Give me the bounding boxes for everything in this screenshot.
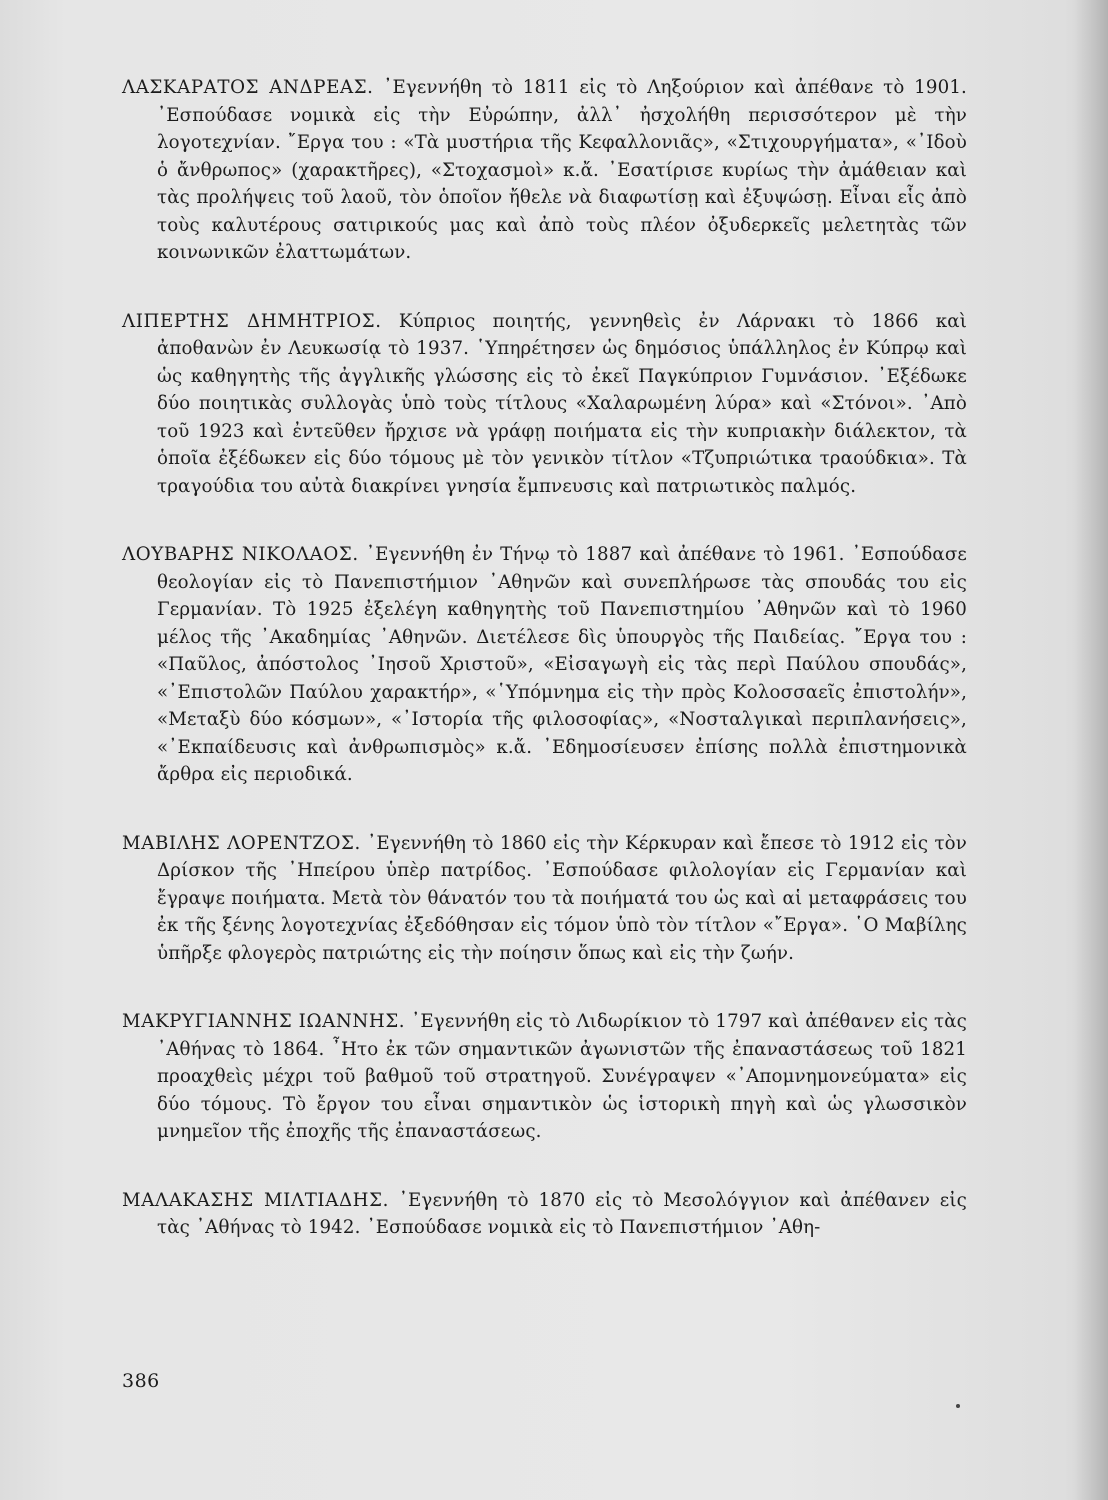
- entry-text: ᾿Εγεννήθη τὸ 1870 εἰς τὸ Μεσολόγγιον καὶ ἀπέθανεν εἰς τὰς ᾿Αθήνας τὸ 1942. ᾿Εσπούδασε νομικὰ εἰς τὸ Πανεπιστήμιον ᾿Αθη-: [157, 1189, 967, 1238]
- entry-text: ᾿Εγεννήθη τὸ 1811 εἰς τὸ Ληξούριον καὶ ἀπέθανε τὸ 1901. ᾿Εσπούδασε νομικὰ εἰς τὴν Εὐρώπην, ἀλλ᾽ ἠσχολήθη περισσότερον μὲ τὴν λογοτεχνίαν. ῎Εργα του : «Τὰ μυστήρια τῆς Κεφαλλονιᾶς», «Στιχουργήματα», «᾿Ιδοὺ ὁ ἄνθρωπος» (χαρακτῆρες), «Στοχασμοὶ» κ.ἄ. ᾿Εσατίρισε κυρίως τὴν ἀμάθειαν καὶ τὰς προλήψεις τοῦ λαοῦ, τὸν ὁποῖον ἤθελε νὰ διαφωτίσῃ καὶ ἐξυψώσῃ. Εἶναι εἷς ἀπὸ τοὺς καλυτέρους σατιρικούς μας καὶ ἀπὸ τοὺς πλέον ὀξυδερκεῖς μελετητὰς τῶν κοινωνικῶν ἐλαττωμάτων.: [157, 77, 967, 263]
- entry-name: ΜΑΛΑΚΑΣΗΣ ΜΙΛΤΙΑΔΗΣ.: [122, 1189, 389, 1211]
- entry-text: Κύπριος ποιητής, γεννηθεὶς ἐν Λάρνακι τὸ 1866 καὶ ἀποθανὼν ἐν Λευκωσίᾳ τὸ 1937. ῾Υπηρέτησεν ὡς δημόσιος ὑπάλληλος ἐν Κύπρῳ καὶ ὡς καθηγητὴς τῆς ἀγγλικῆς γλώσσης εἰς τὸ ἐκεῖ Παγκύπριον Γυμνάσιον. ᾿Εξέδωκε δύο ποιητικὰς συλλογὰς ὑπὸ τοὺς τίτλους «Χαλαρωμένη λύρα» καὶ «Στόνοι». ᾿Απὸ τοῦ 1923 καὶ ἐντεῦθεν ἤρχισε νὰ γράφῃ ποιήματα εἰς τὴν κυπριακὴν διάλεκτον, τὰ ὁποῖα ἐξέδωκεν εἰς δύο τόμους μὲ τὸν γενικὸν τίτλον «Τζυπριώτικα τραούδκια». Τὰ τραγούδια του αὐτὰ διακρίνει γνησία ἔμπνευσις καὶ πατριωτικὸς παλμός.: [157, 310, 967, 497]
- entry-name: ΜΑΚΡΥΓΙΑΝΝΗΣ ΙΩΑΝΝΗΣ.: [122, 1011, 406, 1032]
- entry-mavilis: [122, 830, 967, 968]
- entry-malakasis: [122, 1187, 967, 1242]
- entry-makrygiannis: [122, 1008, 967, 1146]
- entry-lipertis: [122, 308, 967, 501]
- entry-name: ΜΑΒΙΛΗΣ ΛΟΡΕΝΤΖΟΣ.: [122, 832, 361, 854]
- entry-text: ᾿Εγεννήθη ἐν Τήνῳ τὸ 1887 καὶ ἀπέθανε τὸ 1961. ᾿Εσπούδασε θεολογίαν εἰς τὸ Πανεπιστήμιον ᾿Αθηνῶν καὶ συνεπλήρωσε τὰς σπουδάς του εἰς Γερμανίαν. Τὸ 1925 ἐξελέγη καθηγητὴς τοῦ Πανεπιστημίου ᾿Αθηνῶν καὶ τὸ 1960 μέλος τῆς ᾿Ακαδημίας ᾿Αθηνῶν. Διετέλεσε δὶς ὑπουργὸς τῆς Παιδείας. ῎Εργα του : «Παῦλος, ἀπόστολος ᾿Ιησοῦ Χριστοῦ», «Εἰσαγωγὴ εἰς τὰς περὶ Παύλου σπουδάς», «᾿Επιστολῶν Παύλου χαρακτήρ», «῾Υπόμνημα εἰς τὴν πρὸς Κολοσσαεῖς ἐπιστολήν», «Μεταξὺ δύο κόσμων», «᾿Ιστορία τῆς φιλοσοφίας», «Νοσταλγικαὶ περιπλανήσεις», «᾿Εκπαίδευσις καὶ ἀνθρωπισμὸς» κ.ἄ. ᾿Εδημοσίευσεν ἐπίσης πολλὰ ἐπιστημονικὰ ἄρθρα εἰς περιοδικά.: [157, 544, 968, 785]
- page-edge-shadow: [1074, 0, 1108, 1500]
- entry-name: ΛΟΥΒΑΡΗΣ ΝΙΚΟΛΑΟΣ.: [122, 544, 359, 565]
- entry-name: ΛΙΠΕΡΤΗΣ ΔΗΜΗΤΡΙΟΣ.: [122, 310, 382, 332]
- entry-name: ΛΑΣΚΑΡΑΤΟΣ ΑΝΔΡΕΑΣ.: [122, 77, 374, 98]
- entry-laskaratos: [122, 74, 967, 267]
- entries-list: [122, 74, 967, 1283]
- page-number: 386: [122, 1370, 160, 1392]
- entry-louvaris: [122, 541, 967, 789]
- entry-text: ᾿Εγεννήθη εἰς τὸ Λιδωρίκιον τὸ 1797 καὶ ἀπέθανεν εἰς τὰς ᾿Αθήνας τὸ 1864. ῏Ητο ἐκ τῶν σημαντικῶν ἀγωνιστῶν τῆς ἐπαναστάσεως τοῦ 1821 προαχθεὶς μέχρι τοῦ βαθμοῦ τοῦ στρατηγοῦ. Συνέγραψεν «᾿Απομνημονεύματα» εἰς δύο τόμους. Τὸ ἔργον του εἶναι σημαντικὸν ὡς ἱστορικὴ πηγὴ καὶ ὡς γλωσσικὸν μνημεῖον τῆς ἐποχῆς τῆς ἐπαναστάσεως.: [157, 1011, 967, 1142]
- entry-text: ᾿Εγεννήθη τὸ 1860 εἰς τὴν Κέρκυραν καὶ ἔπεσε τὸ 1912 εἰς τὸν Δρίσκον τῆς ᾿Ηπείρου ὑπὲρ πατρίδος. ᾿Εσπούδασε φιλολογίαν εἰς Γερμανίαν καὶ ἔγραψε ποιήματα. Μετὰ τὸν θάνατόν του τὰ ποιήματά του ὡς καὶ αἱ μεταφράσεις του ἐκ τῆς ξένης λογοτεχνίας ἐξεδόθησαν εἰς τόμον ὑπὸ τὸν τίτλον «῎Εργα». ῾Ο Μαβίλης ὑπῆρξε φλογερὸς πατριώτης εἰς τὴν ποίησιν ὅπως καὶ εἰς τὴν ζωήν.: [157, 832, 967, 964]
- print-speck: [956, 1404, 960, 1408]
